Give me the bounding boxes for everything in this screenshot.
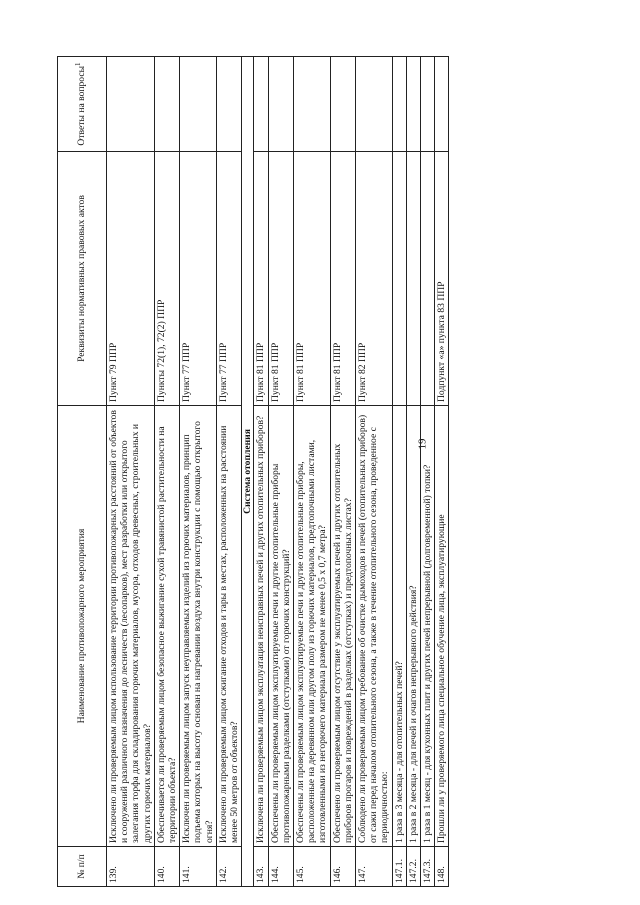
table-row bbox=[294, 57, 331, 887]
row-requisites: Пункт 81 ППР bbox=[294, 152, 331, 406]
section-row bbox=[242, 57, 254, 887]
table-row bbox=[254, 57, 268, 887]
row-measure: Обеспечивается ли проверяемым лицом безопасное выжигание сухой травянистой растительности на территории объекта? bbox=[154, 406, 179, 847]
row-answer bbox=[268, 57, 293, 152]
row-number: 147.3. bbox=[421, 847, 435, 887]
row-measure: Обеспечено ли проверяемым лицом отсутствие у эксплуатируемых печей и других отопительных приборов прогаров и повреждений в разделках (отступках) и предтопочных листах? bbox=[330, 406, 355, 847]
row-number: 147.1. bbox=[392, 847, 406, 887]
row-answer bbox=[294, 57, 331, 152]
row-measure: Соблюдено ли проверяемым лицом требование об очистке дымоходов и печей (отопительных приборов) от сажи перед началом отопительного сезона, а также в течение отопительного сезона, проведенное с периодичностью: bbox=[356, 406, 393, 847]
row-requisites bbox=[406, 152, 420, 406]
row-answer bbox=[392, 57, 406, 152]
row-answer bbox=[154, 57, 179, 152]
header-num: № п/п bbox=[58, 847, 107, 887]
page-number: 19 bbox=[416, 438, 429, 450]
header-requisites: Реквизиты нормативных правовых актов bbox=[58, 152, 107, 406]
row-answer bbox=[107, 57, 155, 152]
row-number: 147. bbox=[356, 847, 393, 887]
row-measure: Исключена ли проверяемым лицом эксплуатация неисправных печей и других отопительных приборов? bbox=[254, 406, 268, 847]
row-measure: 1 раза в 1 месяц - для кухонных плит и других печей непрерывной (долговременной) топки? bbox=[421, 406, 435, 847]
row-measure: Исключен ли проверяемым лицом запуск неуправляемых изделий из горючих материалов, принцип подъема которых на высоту основан на нагревании воздуха внутри конструкции с помощью открытого огня? bbox=[180, 406, 217, 847]
row-number: 148. bbox=[435, 847, 449, 887]
table-row bbox=[154, 57, 179, 887]
row-measure: 1 раза в 2 месяца - для печей и очагов непрерывного действия? bbox=[406, 406, 420, 847]
row-answer bbox=[216, 57, 241, 152]
row-requisites: Пункт 81 ППР bbox=[254, 152, 268, 406]
row-measure: Обеспечены ли проверяемым лицом эксплуатируемые печи и другие отопительные приборы, расположенные на деревянном или другом полу из горючих материалов, предтопочными листами, изготовленными из негорючего материала размером не менее 0,5 х 0,7 метра? bbox=[294, 406, 331, 847]
row-answer bbox=[435, 57, 449, 152]
header-answers-footnote: 1 bbox=[74, 62, 83, 66]
row-answer bbox=[406, 57, 420, 152]
table-header-row bbox=[58, 57, 107, 887]
table-row bbox=[435, 57, 449, 887]
row-answer bbox=[254, 57, 268, 152]
header-answers bbox=[58, 57, 107, 152]
row-answer bbox=[180, 57, 217, 152]
table-row bbox=[421, 57, 435, 887]
row-requisites: Пункт 81 ППР bbox=[330, 152, 355, 406]
row-requisites: Пункт 82 ППР bbox=[356, 152, 393, 406]
row-number: 140. bbox=[154, 847, 179, 887]
row-number: 144. bbox=[268, 847, 293, 887]
row-requisites: Пункт 77 ППР bbox=[180, 152, 217, 406]
row-number: 142. bbox=[216, 847, 241, 887]
row-measure: Исключено ли проверяемым лицом сжигание отходов и тары в местах, расположенных на расстоянии менее 50 метров от объектов? bbox=[216, 406, 241, 847]
table-row bbox=[180, 57, 217, 887]
table-row bbox=[356, 57, 393, 887]
row-requisites: Пункт 81 ППР bbox=[268, 152, 293, 406]
table-body bbox=[107, 57, 449, 887]
row-number: 139. bbox=[107, 847, 155, 887]
section-title: Система отопления bbox=[242, 57, 254, 887]
row-requisites bbox=[392, 152, 406, 406]
header-answers-text: Ответы на вопросы bbox=[76, 65, 88, 146]
table-row bbox=[216, 57, 241, 887]
row-answer bbox=[421, 57, 435, 152]
table-row bbox=[268, 57, 293, 887]
checklist-table-wrapper bbox=[57, 57, 449, 887]
row-requisites: Пункт 77 ППР bbox=[216, 152, 241, 406]
row-requisites bbox=[421, 152, 435, 406]
row-number: 145. bbox=[294, 847, 331, 887]
checklist-table bbox=[57, 56, 449, 887]
row-requisites: Пункты 72(1), 72(2) ППР bbox=[154, 152, 179, 406]
row-answer bbox=[356, 57, 393, 152]
row-measure: 1 раза в 3 месяца - для отопительных печей? bbox=[392, 406, 406, 847]
row-requisites: Подпункт «а» пункта 83 ППР bbox=[435, 152, 449, 406]
table-row bbox=[330, 57, 355, 887]
table-row bbox=[107, 57, 155, 887]
row-number: 146. bbox=[330, 847, 355, 887]
row-answer bbox=[330, 57, 355, 152]
row-requisites: Пункт 79 ППР bbox=[107, 152, 155, 406]
row-measure: Обеспечены ли проверяемым лицом эксплуатируемые печи и другие отопительные приборы противопожарными разделками (отступками) от горючих конструкций? bbox=[268, 406, 293, 847]
row-number: 147.2. bbox=[406, 847, 420, 887]
row-number: 143. bbox=[254, 847, 268, 887]
table-row bbox=[392, 57, 406, 887]
table-row bbox=[406, 57, 420, 887]
row-number: 141. bbox=[180, 847, 217, 887]
row-measure: Прошли ли у проверяемого лица специальное обучение лица, эксплуатирующие bbox=[435, 406, 449, 847]
row-measure: Исключено ли проверяемым лицом использование территории противопожарных расстояний от объектов и сооружений различного назначения до лесничеств (лесопарков), мест разработки или открытого залегания торфа для складирования горючих материалов, мусора, отходов древесных, строительных и других горючих материалов? bbox=[107, 406, 155, 847]
header-name: Наименование противопожарного мероприятия bbox=[58, 406, 107, 847]
